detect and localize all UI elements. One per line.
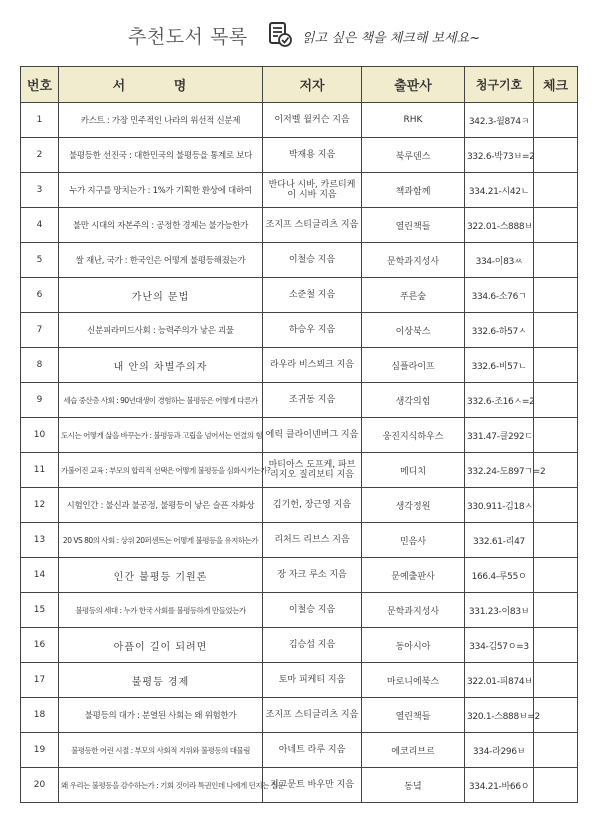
- column-header-title: 서 명: [59, 67, 263, 103]
- book-call-number: 330.911-김18ㅅ: [465, 488, 534, 523]
- book-number: 12: [21, 488, 59, 523]
- book-title: 인간 불평등 기원론: [59, 558, 263, 593]
- book-title: 세습 중산층 사회 : 90년대생이 경험하는 불평등은 어떻게 다른가: [59, 383, 263, 418]
- table-row: [21, 208, 578, 243]
- book-number: 13: [21, 523, 59, 558]
- book-check-box[interactable]: [534, 418, 578, 453]
- book-publisher: 심플라이프: [362, 348, 465, 383]
- table-row: [21, 453, 578, 488]
- book-publisher: 웅진지식하우스: [362, 418, 465, 453]
- column-header-number: 번호: [21, 67, 59, 103]
- book-title: 가불어진 교육 : 부모의 합리적 선택은 어떻게 불평등을 심화시키는가?: [59, 453, 263, 488]
- book-check-box[interactable]: [534, 663, 578, 698]
- checklist-icon: [266, 20, 294, 48]
- book-number: 19: [21, 733, 59, 768]
- book-call-number: 334.21-바66ㅇ: [465, 768, 534, 803]
- table-row: [21, 383, 578, 418]
- book-number: 6: [21, 278, 59, 313]
- book-call-number: 332.6-하57ㅅ: [465, 313, 534, 348]
- book-number: 16: [21, 628, 59, 663]
- book-call-number: 322.01-스888ㅂ: [465, 208, 534, 243]
- column-header-publisher: 출판사: [362, 67, 465, 103]
- book-author: 소준철 지음: [263, 278, 362, 313]
- book-check-box[interactable]: [534, 138, 578, 173]
- book-title: 가난의 문법: [59, 278, 263, 313]
- book-publisher: 푸른숲: [362, 278, 465, 313]
- book-call-number: 334.6-소76ㄱ: [465, 278, 534, 313]
- book-check-box[interactable]: [534, 768, 578, 803]
- book-number: 18: [21, 698, 59, 733]
- book-publisher: 열린책들: [362, 698, 465, 733]
- book-publisher: 생각의힘: [362, 383, 465, 418]
- book-number: 17: [21, 663, 59, 698]
- table-row: [21, 593, 578, 628]
- book-title: 쌀 재난, 국가 : 한국인은 어떻게 불평등해졌는가: [59, 243, 263, 278]
- table-row: [21, 488, 578, 523]
- book-title: 시험인간 : 불신과 불공정, 불평등이 낳은 슬픈 자화상: [59, 488, 263, 523]
- table-row: [21, 768, 578, 803]
- book-check-box[interactable]: [534, 103, 578, 138]
- book-author: 장 자크 루소 지음: [263, 558, 362, 593]
- book-publisher: 메디치: [362, 453, 465, 488]
- book-publisher: 문학과지성사: [362, 243, 465, 278]
- book-list-table: [20, 66, 578, 803]
- book-call-number: 332.6-조16ㅅ=2: [465, 383, 534, 418]
- book-title: 내 안의 차별주의자: [59, 348, 263, 383]
- book-check-box[interactable]: [534, 733, 578, 768]
- book-publisher: 열린책들: [362, 208, 465, 243]
- book-title: 카스트 : 가장 민주적인 나라의 위선적 신분제: [59, 103, 263, 138]
- book-number: 10: [21, 418, 59, 453]
- book-publisher: 동아시아: [362, 628, 465, 663]
- book-publisher: RHK: [362, 103, 465, 138]
- book-call-number: 334-이83ㅆ: [465, 243, 534, 278]
- book-publisher: 민음사: [362, 523, 465, 558]
- page-title: 추천도서 목록: [128, 26, 248, 48]
- book-title: 왜 우리는 불평등을 감수하는가 : 기회 것이라 특권인데 나에게 던지는 질문: [59, 768, 263, 803]
- table-row: [21, 348, 578, 383]
- book-author: 리처드 리브스 지음: [263, 523, 362, 558]
- table-row: [21, 138, 578, 173]
- book-publisher: 책과함께: [362, 173, 465, 208]
- book-author: 조지프 스티글리츠 지음: [263, 208, 362, 243]
- book-number: 2: [21, 138, 59, 173]
- book-publisher: 생각정원: [362, 488, 465, 523]
- book-call-number: 322.01-피874ㅂ: [465, 663, 534, 698]
- table-row: [21, 313, 578, 348]
- page-header: [0, 20, 595, 54]
- book-author: 이철승 지음: [263, 243, 362, 278]
- book-author: 이저벨 윌커슨 지음: [263, 103, 362, 138]
- book-publisher: 북루덴스: [362, 138, 465, 173]
- book-call-number: 332.6-비57ㄴ: [465, 348, 534, 383]
- book-check-box[interactable]: [534, 698, 578, 733]
- book-check-box[interactable]: [534, 313, 578, 348]
- table-row: [21, 698, 578, 733]
- book-publisher: 에코리브르: [362, 733, 465, 768]
- book-title: 불평등한 어린 시절 : 부모의 사회적 지위와 불평등의 대물림: [59, 733, 263, 768]
- book-number: 5: [21, 243, 59, 278]
- book-check-box[interactable]: [534, 488, 578, 523]
- book-call-number: 334-김57ㅇ=3: [465, 628, 534, 663]
- book-number: 1: [21, 103, 59, 138]
- column-header-check: 체크: [534, 67, 578, 103]
- book-title: 불만 시대의 자본주의 : 공정한 경제는 불가능한가: [59, 208, 263, 243]
- book-check-box[interactable]: [534, 558, 578, 593]
- book-call-number: 342.3-윌874ㅋ: [465, 103, 534, 138]
- book-check-box[interactable]: [534, 523, 578, 558]
- page-subtitle: 읽고 싶은 책을 체크해 보세요~: [302, 31, 481, 46]
- book-author: 지그문트 바우만 지음: [263, 768, 362, 803]
- book-call-number: 331.23-이83ㅂ: [465, 593, 534, 628]
- book-title: 불평등의 대가 : 분열된 사회는 왜 위험한가: [59, 698, 263, 733]
- book-author: 조지프 스티글리츠 지음: [263, 698, 362, 733]
- book-author: 반다나 시바, 카르티케이 시바 지음: [263, 173, 362, 208]
- book-author: 토마 피케티 지음: [263, 663, 362, 698]
- book-check-box[interactable]: [534, 278, 578, 313]
- book-title: 불평등의 세대 : 누가 한국 사회를 불평등하게 만들었는가: [59, 593, 263, 628]
- table-row: [21, 523, 578, 558]
- book-title: 도시는 어떻게 삶을 바꾸는가 : 불평등과 고립을 넘어서는 연결의 힘: [59, 418, 263, 453]
- book-call-number: 332.6-박73ㅂ=2: [465, 138, 534, 173]
- book-number: 9: [21, 383, 59, 418]
- table-row: [21, 278, 578, 313]
- column-header-call-number: 청구기호: [465, 67, 534, 103]
- book-title: 불평등한 선진국 : 대한민국의 불평등을 통계로 보다: [59, 138, 263, 173]
- book-call-number: 332.61-리47: [465, 523, 534, 558]
- book-author: 에릭 클라이넨버그 지음: [263, 418, 362, 453]
- book-publisher: 이상북스: [362, 313, 465, 348]
- book-call-number: 332.24-도897ㄱ=2: [465, 453, 534, 488]
- book-author: 김승섭 지음: [263, 628, 362, 663]
- book-title: 신분피라미드사회 : 능력주의가 낳은 괴물: [59, 313, 263, 348]
- book-publisher: 마로니에북스: [362, 663, 465, 698]
- book-author: 마티아스 도프케, 파브리지오 질리보티 지음: [263, 453, 362, 488]
- table-row: [21, 558, 578, 593]
- book-author: 하승우 지음: [263, 313, 362, 348]
- book-author: 박재용 지음: [263, 138, 362, 173]
- book-check-box[interactable]: [534, 173, 578, 208]
- book-number: 4: [21, 208, 59, 243]
- table-row: [21, 418, 578, 453]
- book-title: 아픔이 길이 되려면: [59, 628, 263, 663]
- book-check-box[interactable]: [534, 243, 578, 278]
- book-author: 아네트 라루 지음: [263, 733, 362, 768]
- book-number: 8: [21, 348, 59, 383]
- book-publisher: 동녘: [362, 768, 465, 803]
- book-call-number: 320.1-스888ㅂ=2: [465, 698, 534, 733]
- book-check-box[interactable]: [534, 593, 578, 628]
- table-row: [21, 663, 578, 698]
- column-header-author: 저자: [263, 67, 362, 103]
- book-call-number: 331.47-클292ㄷ: [465, 418, 534, 453]
- book-publisher: 문학과지성사: [362, 593, 465, 628]
- table-row: [21, 103, 578, 138]
- book-title: 20 VS 80의 사회 : 상위 20퍼센트는 어떻게 불평등을 유지하는가: [59, 523, 263, 558]
- book-author: 라우라 비스뵈크 지음: [263, 348, 362, 383]
- book-author: 조귀동 지음: [263, 383, 362, 418]
- book-call-number: 334-라296ㅂ: [465, 733, 534, 768]
- book-author: 김기헌, 장근영 지음: [263, 488, 362, 523]
- book-call-number: 334.21-시42ㄴ: [465, 173, 534, 208]
- book-number: 11: [21, 453, 59, 488]
- book-check-box[interactable]: [534, 628, 578, 663]
- book-check-box[interactable]: [534, 348, 578, 383]
- book-number: 3: [21, 173, 59, 208]
- book-author: 이철승 지음: [263, 593, 362, 628]
- table-row: [21, 628, 578, 663]
- book-publisher: 문예출판사: [362, 558, 465, 593]
- book-number: 20: [21, 768, 59, 803]
- table-row: [21, 243, 578, 278]
- book-number: 15: [21, 593, 59, 628]
- book-title: 불평등 경제: [59, 663, 263, 698]
- book-number: 14: [21, 558, 59, 593]
- book-call-number: 166.4-루55ㅇ: [465, 558, 534, 593]
- book-number: 7: [21, 313, 59, 348]
- table-header-row: [21, 67, 578, 103]
- table-row: [21, 173, 578, 208]
- table-row: [21, 733, 578, 768]
- book-check-box[interactable]: [534, 208, 578, 243]
- book-check-box[interactable]: [534, 383, 578, 418]
- book-title: 누가 지구를 망치는가 : 1%가 기획한 환상에 대하여: [59, 173, 263, 208]
